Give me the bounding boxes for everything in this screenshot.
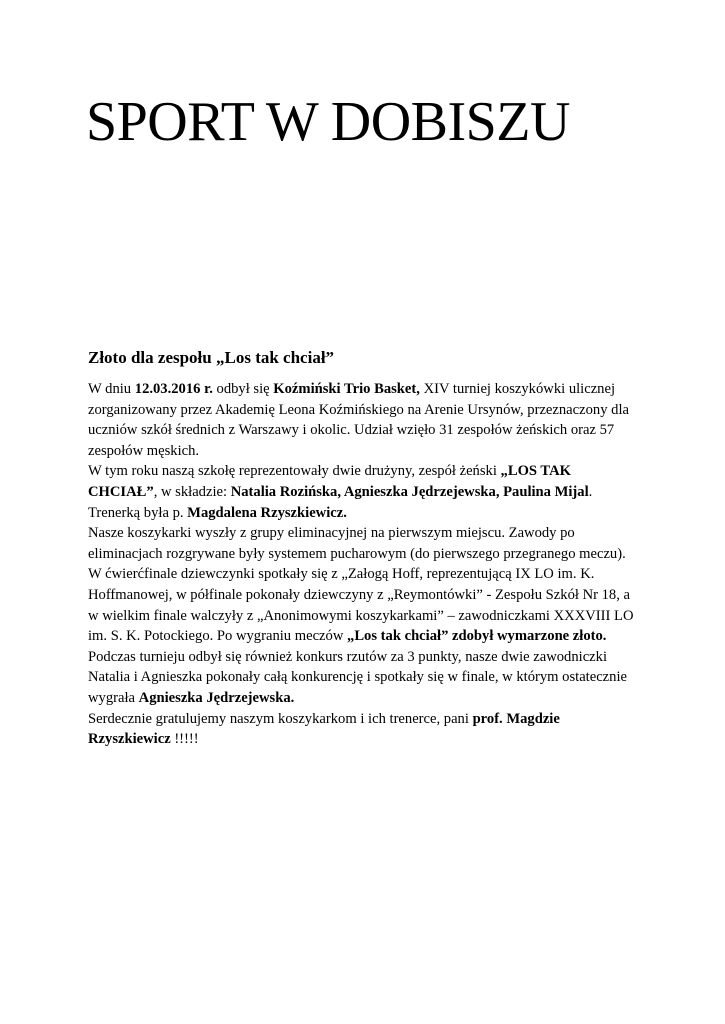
bold-text-run: CHCIAŁ” [88, 483, 154, 500]
body-line [88, 503, 688, 524]
body-line [88, 544, 688, 565]
bold-text-run: Rzyszkiewicz [88, 731, 171, 748]
bold-text-run: prof. Magdzie [472, 710, 560, 727]
text-run: !!!!! [170, 731, 199, 748]
body-line [88, 585, 688, 606]
article-heading: Złoto dla zespołu „Los tak chciał” [88, 348, 335, 367]
body-line [88, 709, 688, 730]
text-run: zorganizowany przez Akademię Leona Koźmińskiego na Arenie Ursynów, przeznaczony dla [88, 401, 629, 418]
body-line [88, 729, 688, 750]
body-line [88, 606, 688, 627]
body-line [88, 420, 688, 441]
text-run: XIV turniej koszykówki ulicznej [419, 381, 616, 397]
text-run: , w składzie: [153, 483, 231, 500]
text-run: Serdecznie gratulujemy naszym koszykarkom i ich trenerce, pani [88, 710, 473, 727]
text-run: W ćwierćfinale dziewczynki spotkały się z „Załogą Hoff, reprezentującą IX LO im. K. [88, 566, 595, 583]
text-run: W tym roku naszą szkołę reprezentowały dwie drużyny, zespół żeński [88, 463, 501, 480]
text-run: . [588, 483, 593, 500]
body-line [88, 379, 688, 400]
text-run: Trenerką była p. [88, 504, 188, 521]
text-run: Natalia i Agnieszka pokonały całą konkurencję i spotkały się w finale, w którym ostatecznie [88, 669, 627, 686]
body-line [88, 441, 688, 462]
bold-text-run: „Los tak chciał” zdobył wymarzone złoto. [347, 628, 607, 645]
text-run: uczniów szkół średnich z Warszawy i okolic. Udział wzięło 31 zespołów żeńskich oraz 57 [88, 422, 615, 439]
bold-text-run: Natalia Rozińska, Agnieszka Jędrzejewska, Paulina Mijal [230, 483, 589, 500]
text-run: W dniu [88, 381, 135, 397]
text-run: im. S. K. Potockiego. Po wygraniu meczów [88, 628, 348, 645]
body-line [88, 647, 688, 668]
bold-text-run: Agnieszka Jędrzejewska. [138, 689, 295, 706]
body-line [88, 564, 688, 585]
body-line [88, 400, 688, 421]
document-title: SPORT W DOBISZU [86, 91, 570, 153]
text-run: Podczas turnieju odbył się również konkurs rzutów za 3 punkty, nasze dwie zawodniczki [88, 648, 608, 665]
bold-text-run: „LOS TAK [500, 463, 571, 480]
body-line [88, 688, 688, 709]
body-line [88, 523, 688, 544]
bold-text-run: 12.03.2016 r. [134, 381, 213, 397]
body-line [88, 667, 688, 688]
text-run: zespołów męskich. [88, 442, 200, 459]
text-run: Hoffmanowej, w półfinale pokonały dziewczyny z „Reymontówki” - Zespołu Szkół Nr 18, a [88, 586, 630, 603]
bold-text-run: Magdalena Rzyszkiewicz. [187, 504, 347, 521]
bold-text-run: Koźmiński Trio Basket, [273, 381, 420, 397]
body-line [88, 461, 688, 482]
text-run: wygrała [88, 689, 139, 706]
text-run: w wielkim finale walczyły z „Anonimowymi koszykarkami” – zawodniczkami XXXVIII LO [88, 607, 634, 624]
body-line [88, 482, 688, 503]
text-run: Nasze koszykarki wyszły z grupy eliminacyjnej na pierwszym miejscu. Zawody po [88, 525, 575, 542]
body-line [88, 626, 688, 647]
text-run: eliminacjach rozgrywane były systemem pucharowym (do pierwszego przegranego meczu). [88, 545, 626, 562]
text-run: odbył się [212, 381, 274, 397]
article-body [88, 379, 688, 750]
